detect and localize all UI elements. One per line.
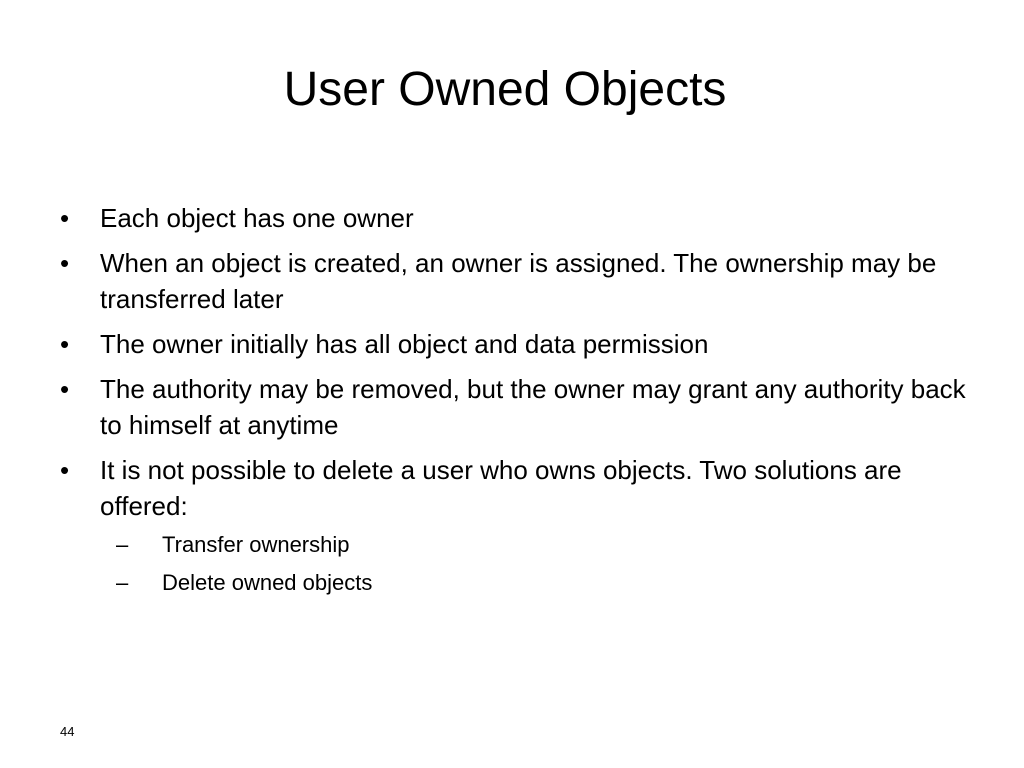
bullet-text: Each object has one owner xyxy=(100,203,414,233)
sub-bullet-item xyxy=(116,568,978,598)
bullet-item xyxy=(58,245,978,317)
sub-bullet-text: Transfer ownership xyxy=(162,532,350,557)
bullet-item xyxy=(58,371,978,443)
sub-bullet-text: Delete owned objects xyxy=(162,570,373,595)
bullet-marker: • xyxy=(60,248,70,278)
bullet-item xyxy=(58,200,978,236)
bullet-marker: • xyxy=(60,374,70,404)
bullet-item xyxy=(58,452,978,598)
bullet-text: The authority may be removed, but the owner may grant any authority back to himself at anytime xyxy=(100,374,966,440)
slide-title: User Owned Objects xyxy=(283,63,727,116)
sub-bullet-marker: – xyxy=(116,532,129,557)
bullet-marker: • xyxy=(60,329,70,359)
bullet-text: It is not possible to delete a user who owns objects. Two solutions are offered: xyxy=(100,455,902,521)
sub-bullet-item xyxy=(116,530,978,560)
page-number: 44 xyxy=(60,724,75,739)
bullet-text: When an object is created, an owner is assigned. The ownership may be transferred later xyxy=(100,248,937,314)
bullet-marker: • xyxy=(60,455,70,485)
sub-bullet-list xyxy=(100,530,978,598)
bullet-text: The owner initially has all object and data permission xyxy=(100,329,709,359)
bullet-list xyxy=(58,200,978,607)
bullet-marker: • xyxy=(60,203,70,233)
sub-bullet-marker: – xyxy=(116,570,129,595)
bullet-item xyxy=(58,326,978,362)
